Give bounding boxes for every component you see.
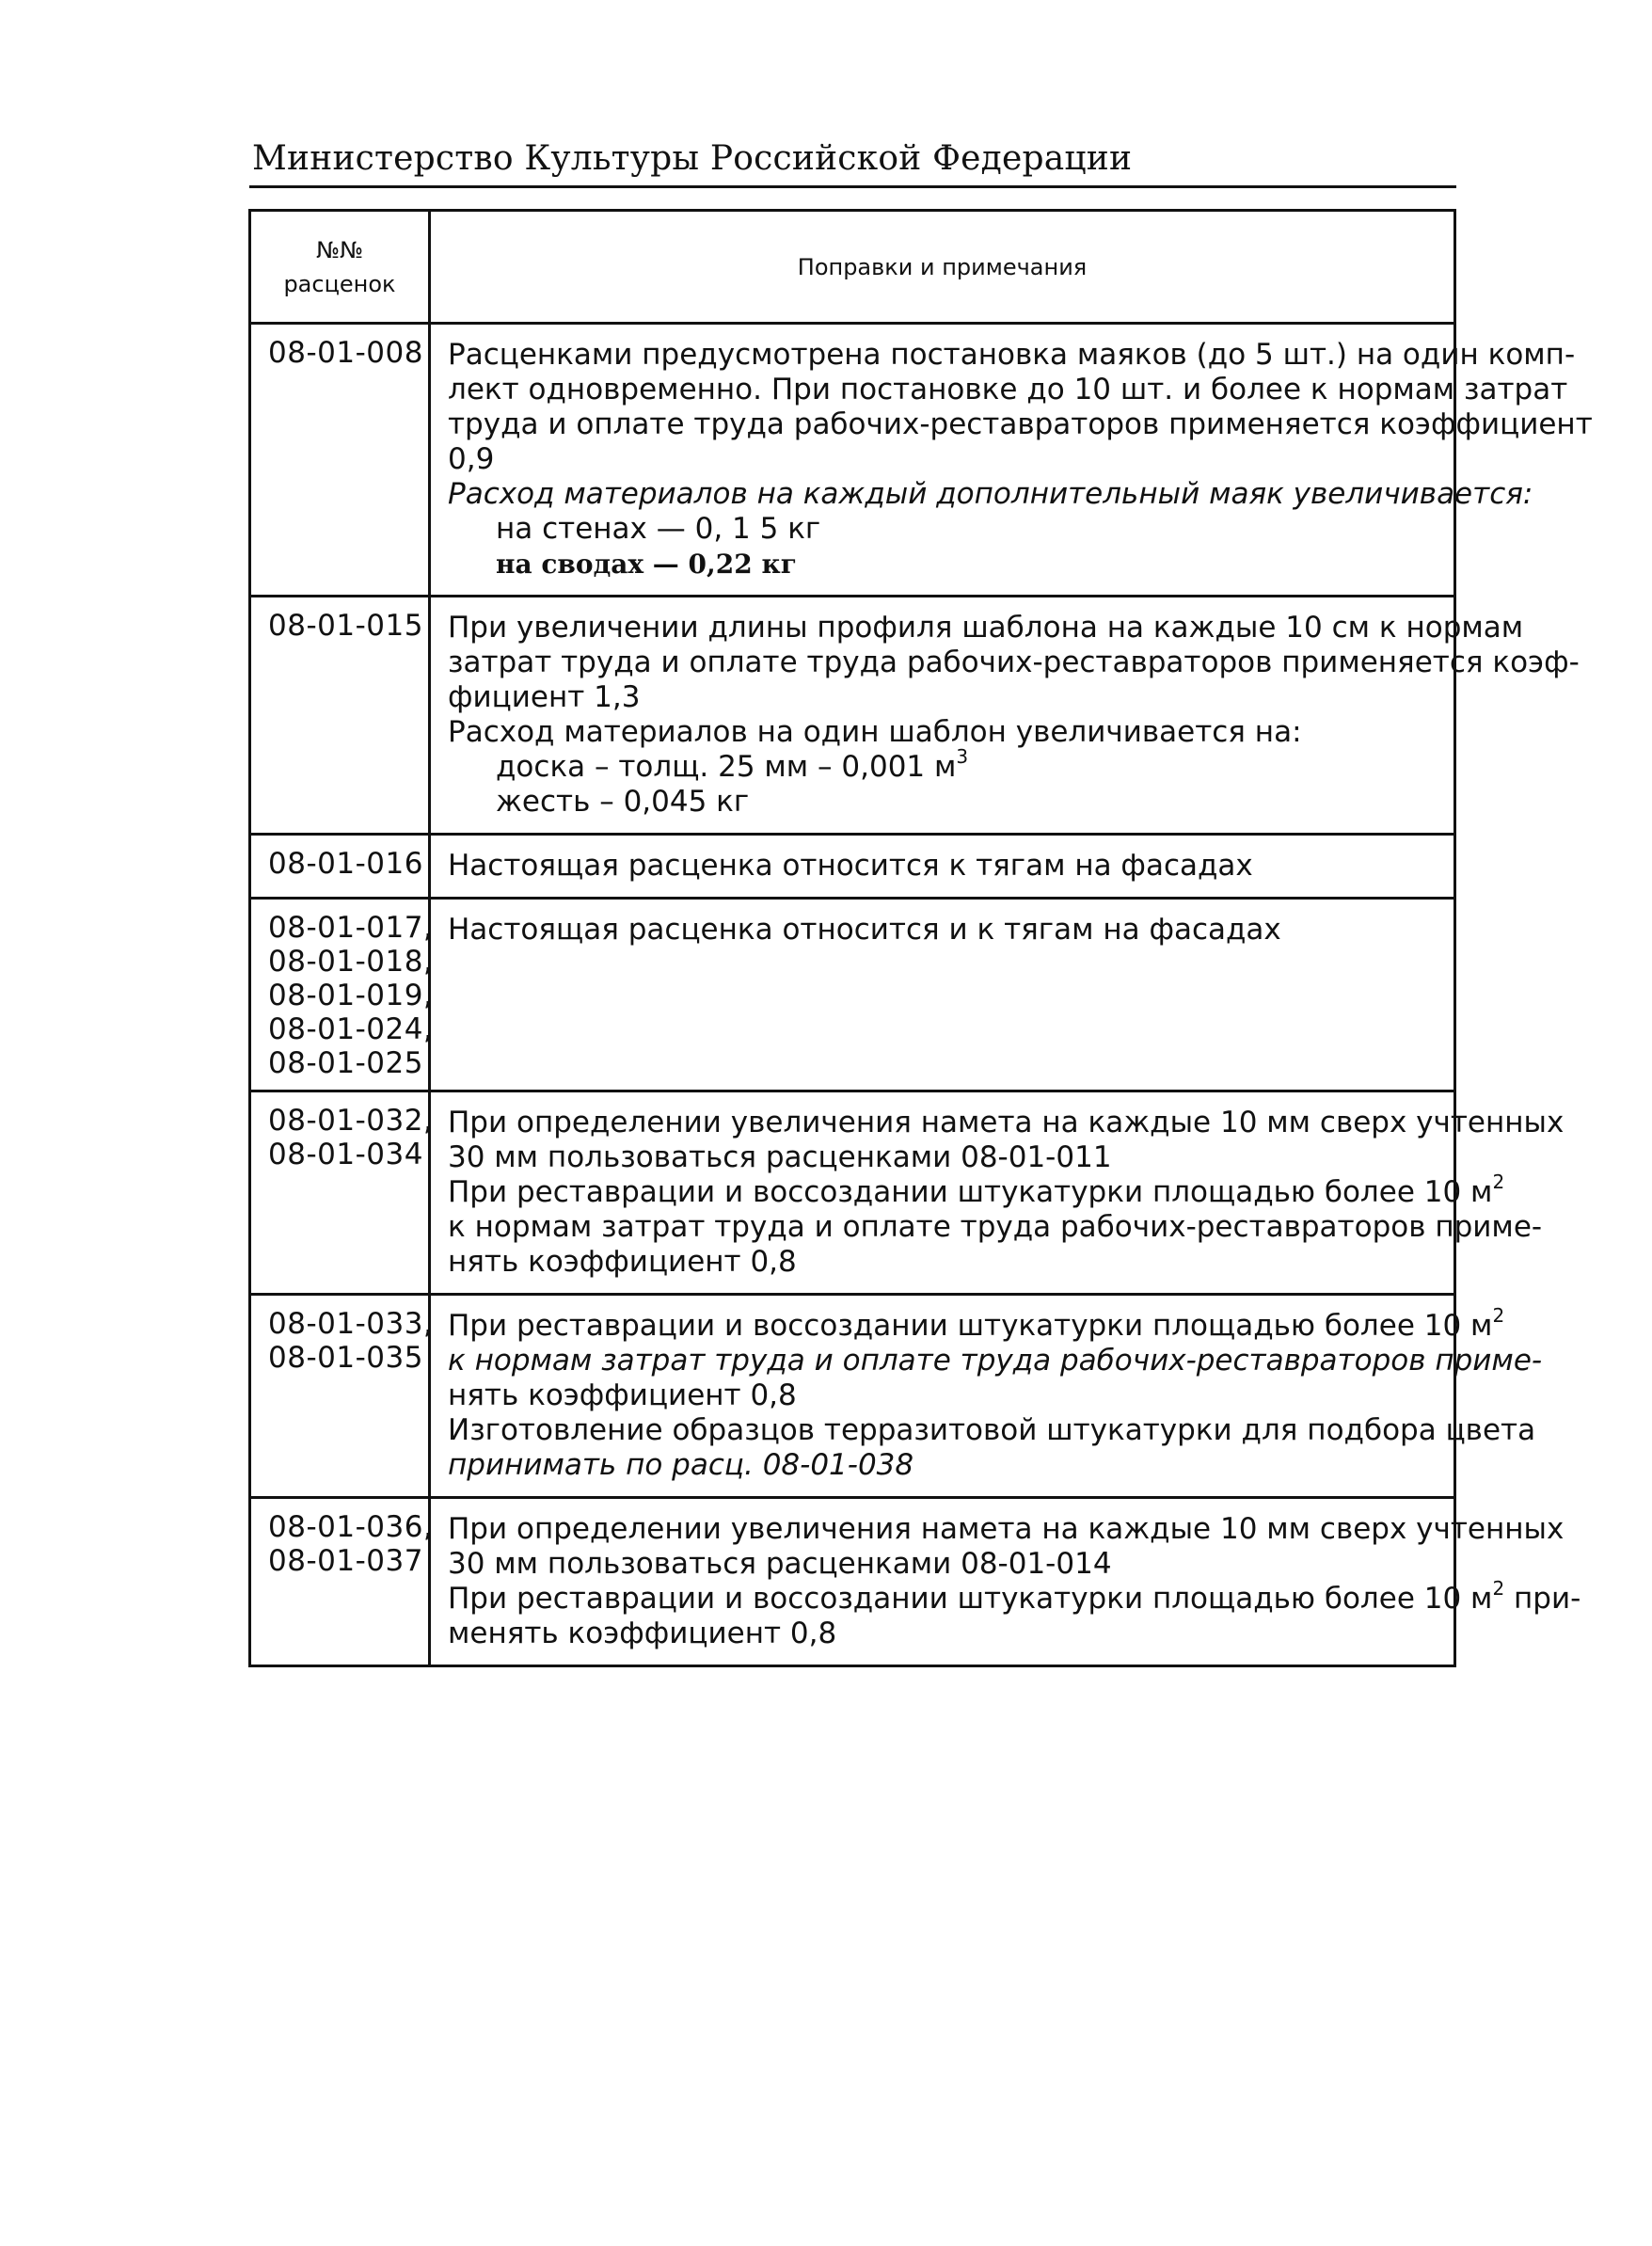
note-line — [448, 785, 1444, 820]
note-text: нять коэффициент 0,8 — [448, 1245, 797, 1279]
note-line — [448, 1140, 1444, 1175]
note-line — [448, 1448, 1444, 1483]
note-line — [448, 680, 1444, 715]
note-line — [448, 611, 1524, 645]
note-line — [448, 512, 1444, 547]
note-line — [448, 1413, 1536, 1448]
price-code-cell — [250, 1498, 434, 1666]
note-text: Расход материалов на один шаблон увеличивается на: — [448, 715, 1302, 749]
superscript: 2 — [1492, 1171, 1505, 1193]
price-code: 08-01-017, — [268, 911, 434, 945]
note-text: Изготовление образцов терразитовой штукатурки для подбора цвета — [448, 1413, 1536, 1447]
price-notes-table — [248, 209, 1593, 1667]
note-line — [448, 1245, 1444, 1280]
table-row — [250, 1498, 1455, 1666]
table-header-row — [250, 211, 1455, 324]
note-cell — [430, 1498, 1581, 1666]
table-row — [250, 835, 1455, 899]
price-code: 08-01-015 — [268, 609, 423, 643]
note-line — [448, 1577, 1581, 1617]
note-line — [448, 715, 1444, 750]
note-line — [448, 745, 1444, 785]
note-text: Расход материалов на каждый дополнительный маяк увеличивается: — [448, 477, 1533, 511]
note-line — [448, 1210, 1543, 1245]
table-body — [250, 324, 1593, 1666]
header-notes-column: Поправки и примечания — [430, 211, 1455, 324]
table-row — [250, 1295, 1455, 1498]
note-line — [448, 547, 1444, 581]
note-cell — [430, 1295, 1543, 1498]
note-text: к нормам затрат труда и оплате труда рабочих-реставраторов приме- — [448, 1210, 1543, 1244]
header-number-column — [250, 211, 430, 324]
note-line — [448, 338, 1576, 373]
note-line — [448, 373, 1568, 407]
note-line — [448, 913, 1444, 948]
price-code: 08-01-019, — [268, 979, 434, 1012]
superscript: 2 — [1492, 1577, 1505, 1600]
note-text: доска – толщ. 25 мм – 0,001 м — [496, 750, 957, 784]
note-line — [448, 1106, 1565, 1140]
note-cell — [430, 597, 1580, 835]
note-text: При реставрации и воссоздании штукатурки площадью более 10 м — [448, 1309, 1493, 1343]
note-text: При реставрации и воссоздании штукатурки площадью более 10 м — [448, 1582, 1493, 1616]
price-code-cell — [250, 597, 430, 835]
price-code-cell — [250, 835, 430, 899]
price-code: 08-01-035 — [268, 1341, 423, 1375]
note-line — [448, 1304, 1505, 1344]
price-code: 08-01-034 — [268, 1138, 423, 1171]
note-line — [448, 442, 1444, 477]
note-text: затрат труда и оплате труда рабочих-реставраторов применяется коэф- — [448, 645, 1580, 679]
note-text: фициент 1,3 — [448, 680, 641, 714]
price-code: 08-01-016 — [268, 847, 423, 881]
note-cell — [430, 899, 1455, 1091]
note-cell — [430, 324, 1593, 597]
price-code: 08-01-008 — [268, 336, 423, 370]
superscript: 3 — [956, 745, 969, 768]
note-text: При реставрации и воссоздании штукатурки площадью более 10 м — [448, 1175, 1493, 1209]
note-text: Настоящая расценка относится к тягам на фасадах — [448, 849, 1253, 883]
price-code: 08-01-024, — [268, 1012, 434, 1046]
header-number-line: расценок — [283, 270, 396, 297]
superscript: 2 — [1492, 1304, 1505, 1327]
note-line — [448, 407, 1593, 442]
note-line — [448, 1617, 1444, 1651]
note-line — [448, 1512, 1565, 1547]
note-line — [448, 1378, 1444, 1413]
note-text: на стенах — 0, 1 5 кг — [496, 512, 821, 546]
price-code: 08-01-037 — [268, 1544, 423, 1578]
note-text: менять коэффициент 0,8 — [448, 1617, 837, 1650]
note-cell — [430, 835, 1455, 899]
note-text: 30 мм пользоваться расценками 08-01-011 — [448, 1140, 1112, 1174]
price-code: 08-01-036, — [268, 1510, 434, 1544]
table-row — [250, 324, 1455, 597]
price-code-cell — [250, 1091, 434, 1295]
table-row — [250, 1091, 1455, 1295]
price-code-cell — [250, 899, 434, 1091]
note-line — [448, 1344, 1543, 1378]
note-text-after: при- — [1504, 1582, 1581, 1616]
note-line — [448, 477, 1533, 512]
table-row — [250, 899, 1455, 1091]
note-text: к нормам затрат труда и оплате труда рабочих-реставраторов приме- — [448, 1344, 1543, 1378]
price-code: 08-01-018, — [268, 945, 434, 979]
note-line — [448, 849, 1444, 884]
note-text: 30 мм пользоваться расценками 08-01-014 — [448, 1547, 1112, 1581]
price-code-cell — [250, 324, 430, 597]
note-text: лект одновременно. При постановке до 10 шт. и более к нормам затрат — [448, 373, 1568, 406]
page-title: Министерство Культуры Российской Федерации — [252, 139, 1133, 178]
note-text: Расценками предусмотрена постановка маяков (до 5 шт.) на один комп- — [448, 338, 1576, 372]
note-line — [448, 645, 1580, 680]
note-text: При определении увеличения намета на каждые 10 мм сверх учтенных — [448, 1106, 1565, 1139]
page-header — [249, 136, 1456, 188]
note-text: труда и оплате труда рабочих-реставраторов применяется коэффициент — [448, 407, 1593, 441]
note-text: нять коэффициент 0,8 — [448, 1378, 797, 1412]
price-code-cell — [250, 1295, 434, 1498]
note-line — [448, 1547, 1444, 1582]
note-text: При определении увеличения намета на каждые 10 мм сверх учтенных — [448, 1512, 1565, 1546]
note-text: Настоящая расценка относится и к тягам на фасадах — [448, 913, 1281, 947]
note-cell — [430, 1091, 1565, 1295]
note-text: принимать по расц. 08-01-038 — [448, 1448, 914, 1482]
price-code: 08-01-033, — [268, 1307, 434, 1341]
header-number-line: №№ — [316, 236, 363, 263]
note-text: 0,9 — [448, 442, 495, 476]
table-row — [250, 597, 1455, 835]
note-text: При увеличении длины профиля шаблона на каждые 10 см к нормам — [448, 611, 1524, 645]
price-code: 08-01-032, — [268, 1104, 434, 1138]
note-line — [448, 1171, 1505, 1210]
price-code: 08-01-025 — [268, 1046, 423, 1080]
note-text: на сводах — 0,22 кг — [496, 549, 797, 580]
note-text: жесть – 0,045 кг — [496, 785, 750, 819]
